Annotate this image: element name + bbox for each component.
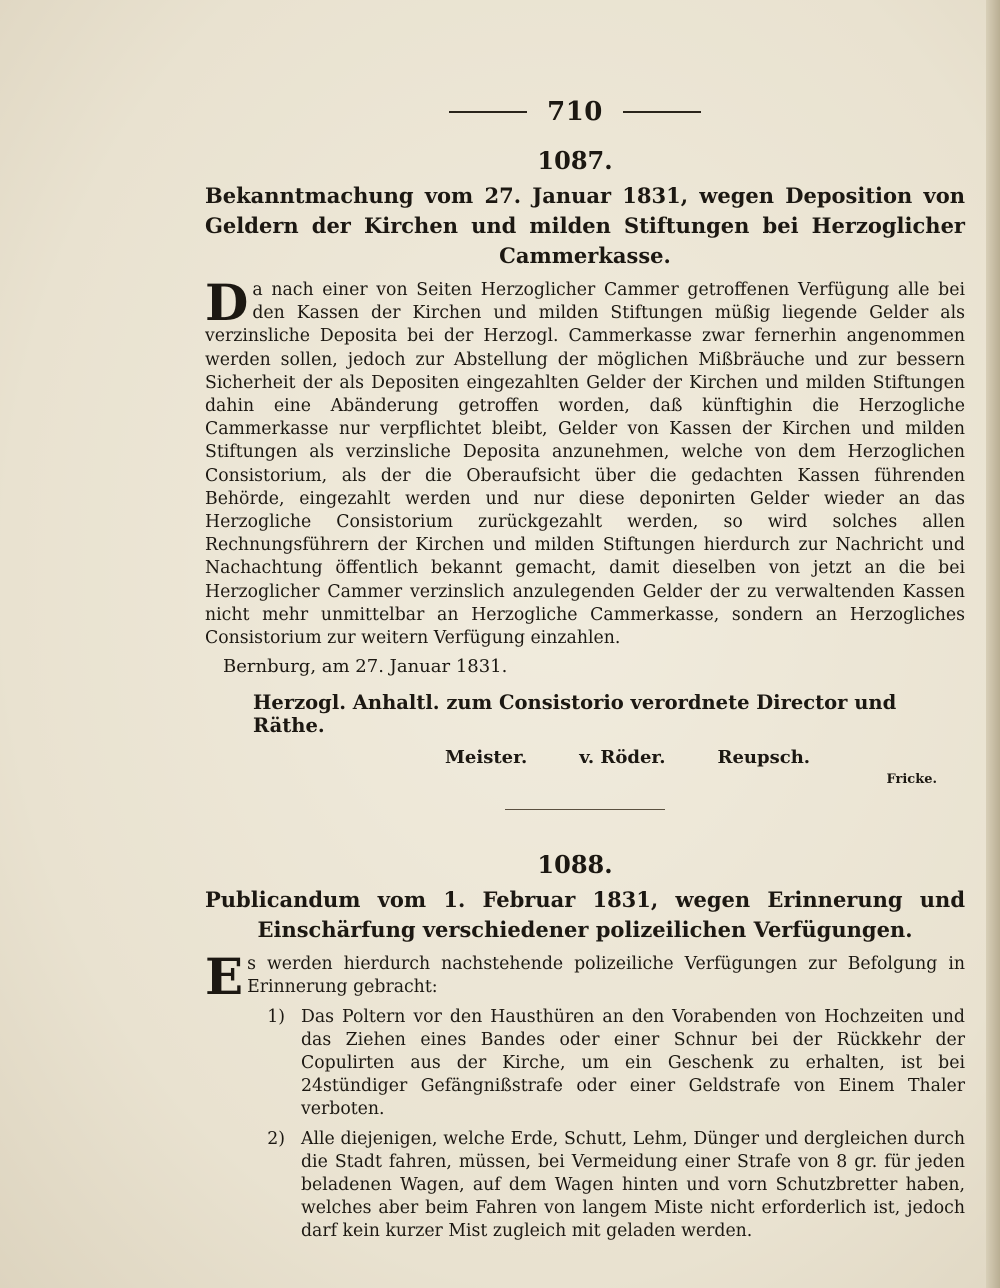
page-number: 710 xyxy=(547,97,603,127)
date-line: Bernburg, am 27. Januar 1831. xyxy=(223,656,508,678)
section-number: 1087. xyxy=(537,146,613,175)
header-rule-left xyxy=(449,111,527,113)
signatory-name: v. Röder. xyxy=(579,747,666,769)
drop-cap: D xyxy=(205,273,249,332)
header-rule-right xyxy=(623,111,701,113)
list-number: 1) xyxy=(267,1006,285,1027)
signatory-name: Meister. xyxy=(445,747,528,769)
section-body xyxy=(205,273,965,650)
section-title: Publicandum vom 1. Februar 1831, wegen Erinnerung und Einschärfung verschiedener polizeilichen Verfügungen. xyxy=(205,887,965,943)
body-text: a nach einer von Seiten Herzoglicher Cammer getroffenen Verfügung alle bei den Kassen der Kirchen und milden Stiftungen müßig liegende Gelder als verzinsliche Deposita bei der Herzogl. Cammerkasse zwar fernerhin angenommen werden sollen, jedoch zur Abstellung der möglichen Mißbräuche und zur bessern Sicherheit der als Depositen eingezahlten Gelder der Kirchen und milden Stiftungen dahin eine Abänderung getroffen worden, daß künftighin die Herzogliche Cammerkasse nur verpflichtet bleibt, Gelder von Kassen der Kirchen und milden Stiftungen als verzinsliche Deposita anzunehmen, welche von dem Herzoglichen Consistorium, als der die Oberaufsicht über die gedachten Kassen führenden Behörde, eingezahlt werden und nur diese deponirten Gelder wieder an das Herzogliche Consistorium zurückgezahlt werden, so wird solches allen Rechnungsführern der Kirchen und milden Stiftungen hierdurch zur Nachricht und Nachachtung öffentlich bekannt gemacht, damit dieselben von jetzt an die bei Herzoglicher Cammer verzinslich anzulegenden Gelder der zu verwaltenden Kassen nicht mehr unmittelbar an Herzogliche Cammerkasse, sondern an Herzogliches Consistorium zur weitern Verfügung einzahlen. xyxy=(205,280,965,649)
drop-cap: E xyxy=(205,947,244,1007)
list-text: Das Poltern vor den Hausthüren an den Vorabenden von Hochzeiten und das Ziehen eines Bandes oder einer Schnur bei der Rückkehr der Copulirten aus der Kirche, um ein Geschenk zu erhalten, ist bei 24stündiger Gefängnißstrafe oder einer Geldstrafe von Einem Thaler verboten. xyxy=(301,1006,965,1120)
section-1088 xyxy=(205,850,965,1243)
section-title: Bekanntmachung vom 27. Januar 1831, wegen Deposition von Geldern der Kirchen und milden Stiftungen bei Herzoglicher Cammerkasse. xyxy=(205,183,965,268)
page-content xyxy=(205,90,965,1244)
signature-authority: Herzogl. Anhaltl. zum Consistorio verordnete Director und Räthe. xyxy=(253,691,897,738)
body-text: s werden hierdurch nachstehende polizeiliche Verfügungen zur Befolgung in Erinnerung gebracht: xyxy=(247,954,965,998)
signatory-name: Fricke. xyxy=(886,772,937,788)
section-number: 1088. xyxy=(537,850,613,880)
list-number: 2) xyxy=(267,1128,285,1149)
page-edge xyxy=(986,0,1000,1288)
section-separator xyxy=(505,809,665,810)
signatory-name: Reupsch. xyxy=(717,747,811,769)
list-item xyxy=(205,1006,965,1122)
section-intro xyxy=(205,947,965,1007)
list-text: Alle diejenigen, welche Erde, Schutt, Lehm, Dünger und dergleichen durch die Stadt fahren, müssen, bei Vermeidung einer Strafe von 8 gr. für jeden beladenen Wagen, auf dem Wagen hinten und vorn Schutzbretter haben, welches aber beim Fahren von langem Miste nicht erforderlich ist, jedoch darf kein kurzer Mist zugleich mit geladen werden. xyxy=(301,1128,965,1242)
list-item xyxy=(205,1128,965,1244)
section-1087 xyxy=(205,146,965,787)
signatory-names xyxy=(205,747,965,768)
page-header xyxy=(185,90,965,134)
